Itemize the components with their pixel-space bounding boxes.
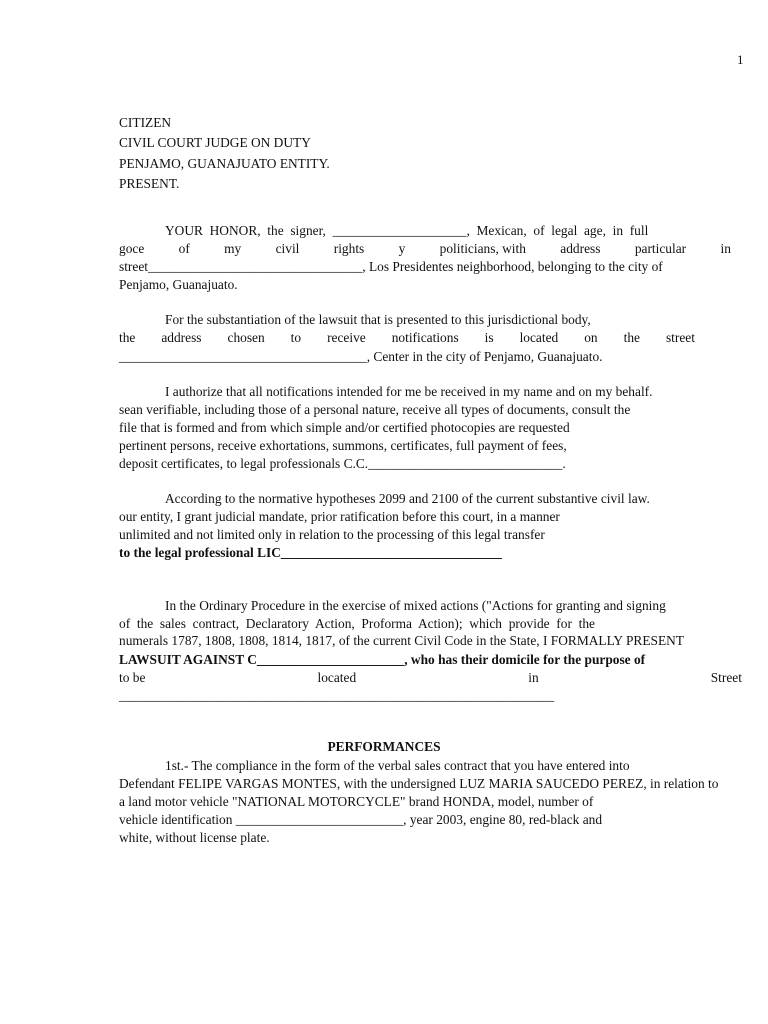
word: receive (327, 330, 366, 345)
word: particular (634, 241, 687, 256)
addressee-line: PENJAMO, GUANAJUATO ENTITY. (119, 156, 330, 171)
word: in (720, 241, 731, 256)
paragraph-line: Defendant FELIPE VARGAS MONTES, with the undersigned LUZ MARIA SAUCEDO PEREZ, in relation to (119, 776, 719, 791)
word: politicians, with (439, 241, 526, 256)
paragraph-line-justified (119, 669, 742, 686)
paragraph-line: _________________________________________________________________ (119, 688, 555, 703)
word: address (161, 330, 202, 345)
paragraph-line: of the sales contract, Declaratory Action, Proforma Action); which provide for the (119, 616, 595, 631)
word: goce (119, 241, 145, 256)
word: street (665, 330, 695, 345)
paragraph-line: Penjamo, Guanajuato. (119, 277, 238, 292)
word: on (584, 330, 598, 345)
word: to (290, 330, 302, 345)
word: located (317, 670, 357, 685)
word: in (528, 670, 539, 685)
paragraph-line: vehicle identification _________________________, year 2003, engine 80, red-black and (119, 812, 603, 827)
section-heading: PERFORMANCES (327, 739, 441, 754)
word: located (519, 330, 559, 345)
paragraph-line-justified (119, 240, 731, 257)
page-number: 1 (737, 52, 744, 67)
word: my (224, 241, 242, 256)
paragraph-line: street________________________________, Los Presidentes neighborhood, belonging to the city of (119, 259, 663, 274)
word: rights (333, 241, 365, 256)
paragraph-line: sean verifiable, including those of a personal nature, receive all types of documents, consult the (119, 402, 631, 417)
word: address (560, 241, 601, 256)
paragraph-line: white, without license plate. (119, 830, 270, 845)
paragraph-line: I authorize that all notifications intended for me be received in my name and on my behalf. (165, 384, 653, 399)
paragraph-line: numerals 1787, 1808, 1808, 1814, 1817, of the current Civil Code in the State, I FORMALLY PRESENT (119, 633, 684, 648)
word: of (178, 241, 190, 256)
word: the (623, 330, 640, 345)
paragraph-line: a land motor vehicle "NATIONAL MOTORCYCLE" brand HONDA, model, number of (119, 794, 594, 809)
paragraph-line: unlimited and not limited only in relation to the processing of this legal transfer (119, 527, 545, 542)
paragraph-line: deposit certificates, to legal professionals C.C._____________________________. (119, 456, 566, 471)
paragraph-line: In the Ordinary Procedure in the exercise of mixed actions ("Actions for granting and signing (165, 598, 666, 613)
paragraph-line: our entity, I grant judicial mandate, prior ratification before this court, in a manner (119, 509, 560, 524)
addressee-line: PRESENT. (119, 176, 180, 191)
addressee-line: CITIZEN (119, 115, 172, 130)
addressee-line: CIVIL COURT JUDGE ON DUTY (119, 135, 311, 150)
paragraph-line-justified (119, 329, 695, 346)
word: civil (275, 241, 300, 256)
paragraph-line: YOUR HONOR, the signer, ____________________, Mexican, of legal age, in full (165, 223, 649, 238)
word: is (484, 330, 494, 345)
word: the (119, 330, 136, 345)
paragraph-line: file that is formed and from which simple and/or certified photocopies are requested (119, 420, 570, 435)
word: Street (710, 670, 742, 685)
word: notifications (391, 330, 459, 345)
paragraph-line: _____________________________________, Center in the city of Penjamo, Guanajuato. (119, 349, 603, 364)
paragraph-line: For the substantiation of the lawsuit that is presented to this jurisdictional body, (165, 312, 591, 327)
paragraph-line: pertinent persons, receive exhortations, summons, certificates, full payment of fees, (119, 438, 567, 453)
paragraph-line: 1st.- The compliance in the form of the verbal sales contract that you have entered into (165, 758, 630, 773)
paragraph-line: According to the normative hypotheses 2099 and 2100 of the current substantive civil law. (165, 491, 650, 506)
word: y (398, 241, 406, 256)
word: to be (119, 670, 146, 685)
paragraph-line-bold: LAWSUIT AGAINST C______________________, who has their domicile for the purpose of (119, 652, 646, 667)
word: chosen (227, 330, 265, 345)
paragraph-line-bold: to the legal professional LIC_________________________________ (119, 545, 502, 560)
